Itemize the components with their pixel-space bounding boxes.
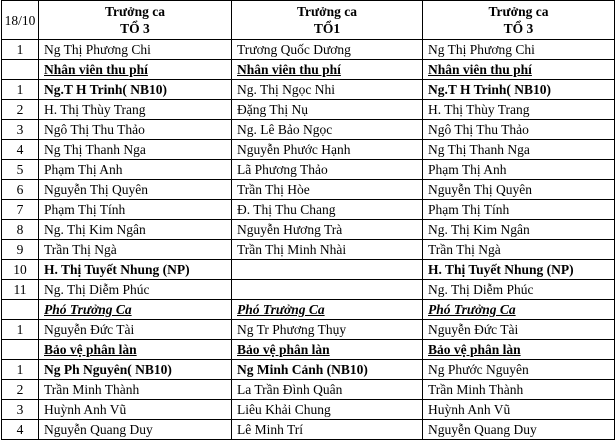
row-number: 2 <box>2 100 39 120</box>
roster-cell: Ng Thị Phương Chi <box>423 40 615 60</box>
roster-cell: Phó Trưởng Ca <box>232 300 423 320</box>
roster-cell: Ng Tr Phương Thụy <box>232 320 423 340</box>
row-number <box>2 60 39 80</box>
row-number: 3 <box>2 400 39 420</box>
header-title: Trưởng ca <box>488 4 549 19</box>
roster-cell: Ng Minh Cảnh (NB10) <box>232 360 423 380</box>
table-row <box>2 160 615 180</box>
row-number: 3 <box>2 120 39 140</box>
row-number: 9 <box>2 240 39 260</box>
roster-cell: Nguyễn Thị Quyên <box>423 180 615 200</box>
row-number <box>2 300 39 320</box>
roster-cell: Nhân viên thu phí <box>232 60 423 80</box>
roster-cell: Phạm Thị Anh <box>423 160 615 180</box>
roster-cell: Nguyễn Đức Tài <box>423 320 615 340</box>
roster-cell: Lã Phương Thảo <box>232 160 423 180</box>
table-row <box>2 80 615 100</box>
roster-body <box>2 1 615 440</box>
table-row <box>2 260 615 280</box>
roster-cell: Phạm Thị Tính <box>423 200 615 220</box>
roster-cell: Ng. Thị Diễm Phúc <box>423 280 615 300</box>
roster-cell: Ng Thị Thanh Nga <box>39 140 232 160</box>
roster-cell: Bảo vệ phân làn <box>423 340 615 360</box>
roster-cell: Nguyễn Đức Tài <box>39 320 232 340</box>
table-row <box>2 100 615 120</box>
roster-cell: Ng. Thị Diễm Phúc <box>39 280 232 300</box>
table-row <box>2 280 615 300</box>
roster-cell: Trần Minh Thành <box>39 380 232 400</box>
roster-cell: Nhân viên thu phí <box>39 60 232 80</box>
roster-cell <box>232 280 423 300</box>
roster-cell: Bảo vệ phân làn <box>39 340 232 360</box>
header-cell-1 <box>39 1 232 40</box>
row-number: 1 <box>2 80 39 100</box>
roster-cell: Ngô Thị Thu Thảo <box>423 120 615 140</box>
shift-roster-table <box>1 0 615 440</box>
header-team: TỔ 3 <box>120 21 150 36</box>
table-row <box>2 180 615 200</box>
roster-cell: Trương Quốc Dương <box>232 40 423 60</box>
row-number: 10 <box>2 260 39 280</box>
roster-cell: Nguyễn Quang Duy <box>423 420 615 440</box>
roster-cell: Trần Thị Minh Nhài <box>232 240 423 260</box>
header-cell-2 <box>232 1 423 40</box>
roster-cell: Trần Thị Ngà <box>423 240 615 260</box>
header-team: TỔ 3 <box>503 21 534 36</box>
header-title: Trưởng ca <box>105 4 165 19</box>
roster-cell: H. Thị Thùy Trang <box>39 100 232 120</box>
roster-cell: Phó Trưởng Ca <box>423 300 615 320</box>
roster-cell: Ngô Thị Thu Thảo <box>39 120 232 140</box>
row-number: 1 <box>2 360 39 380</box>
roster-cell: Huỳnh Anh Vũ <box>423 400 615 420</box>
table-row <box>2 240 615 260</box>
roster-cell: Nhân viên thu phí <box>423 60 615 80</box>
table-row <box>2 220 615 240</box>
roster-cell: Nguyễn Quang Duy <box>39 420 232 440</box>
header-title: Trưởng ca <box>297 4 357 19</box>
table-row <box>2 420 615 440</box>
roster-cell: Đ. Thị Thu Chang <box>232 200 423 220</box>
roster-cell: Ng Thị Thanh Nga <box>423 140 615 160</box>
roster-cell: Liêu Khải Chung <box>232 400 423 420</box>
roster-cell: Nguyễn Hương Trà <box>232 220 423 240</box>
row-number: 5 <box>2 160 39 180</box>
roster-cell: Trần Minh Thành <box>423 380 615 400</box>
roster-cell: Lê Minh Trí <box>232 420 423 440</box>
header-row <box>2 1 615 40</box>
table-row <box>2 380 615 400</box>
roster-cell: Ng. Thị Kim Ngân <box>39 220 232 240</box>
table-row <box>2 300 615 320</box>
roster-cell: Ng Ph Nguyên( NB10) <box>39 360 232 380</box>
roster-cell: Ng.T H Trinh( NB10) <box>423 80 615 100</box>
table-row <box>2 40 615 60</box>
row-number: 2 <box>2 380 39 400</box>
roster-cell: Phạm Thị Anh <box>39 160 232 180</box>
table-row <box>2 360 615 380</box>
table-row <box>2 140 615 160</box>
table-row <box>2 320 615 340</box>
table-row <box>2 60 615 80</box>
row-number: 4 <box>2 140 39 160</box>
row-number: 8 <box>2 220 39 240</box>
row-number: 6 <box>2 180 39 200</box>
roster-cell: Phó Trưởng Ca <box>39 300 232 320</box>
roster-cell: Trần Thị Hòe <box>232 180 423 200</box>
roster-cell: H. Thị Tuyết Nhung (NP) <box>423 260 615 280</box>
roster-cell: La Trần Đình Quân <box>232 380 423 400</box>
table-row <box>2 200 615 220</box>
table-row <box>2 120 615 140</box>
roster-cell: Đặng Thị Nụ <box>232 100 423 120</box>
row-number: 11 <box>2 280 39 300</box>
roster-cell: Bảo vệ phân làn <box>232 340 423 360</box>
roster-cell: Ng.T H Trinh( NB10) <box>39 80 232 100</box>
row-number: 1 <box>2 40 39 60</box>
roster-cell: H. Thị Thùy Trang <box>423 100 615 120</box>
roster-cell: H. Thị Tuyết Nhung (NP) <box>39 260 232 280</box>
roster-cell: Ng. Thị Ngọc Nhi <box>232 80 423 100</box>
row-number: 7 <box>2 200 39 220</box>
roster-cell: Nguyễn Phước Hạnh <box>232 140 423 160</box>
table-row <box>2 340 615 360</box>
row-number: 1 <box>2 320 39 340</box>
roster-cell: Phạm Thị Tính <box>39 200 232 220</box>
roster-cell: Ng Thị Phương Chi <box>39 40 232 60</box>
roster-cell: Trần Thị Ngà <box>39 240 232 260</box>
roster-cell: Ng. Lê Bảo Ngọc <box>232 120 423 140</box>
table-row <box>2 400 615 420</box>
row-number: 4 <box>2 420 39 440</box>
roster-cell: Huỳnh Anh Vũ <box>39 400 232 420</box>
row-number <box>2 340 39 360</box>
roster-cell: Ng. Thị Kim Ngân <box>423 220 615 240</box>
date-cell: 18/10 <box>2 1 39 40</box>
header-team: TỔ1 <box>313 21 341 36</box>
roster-cell: Ng Phước Nguyên <box>423 360 615 380</box>
header-cell-3 <box>423 1 615 40</box>
roster-cell <box>232 260 423 280</box>
roster-cell: Nguyễn Thị Quyên <box>39 180 232 200</box>
